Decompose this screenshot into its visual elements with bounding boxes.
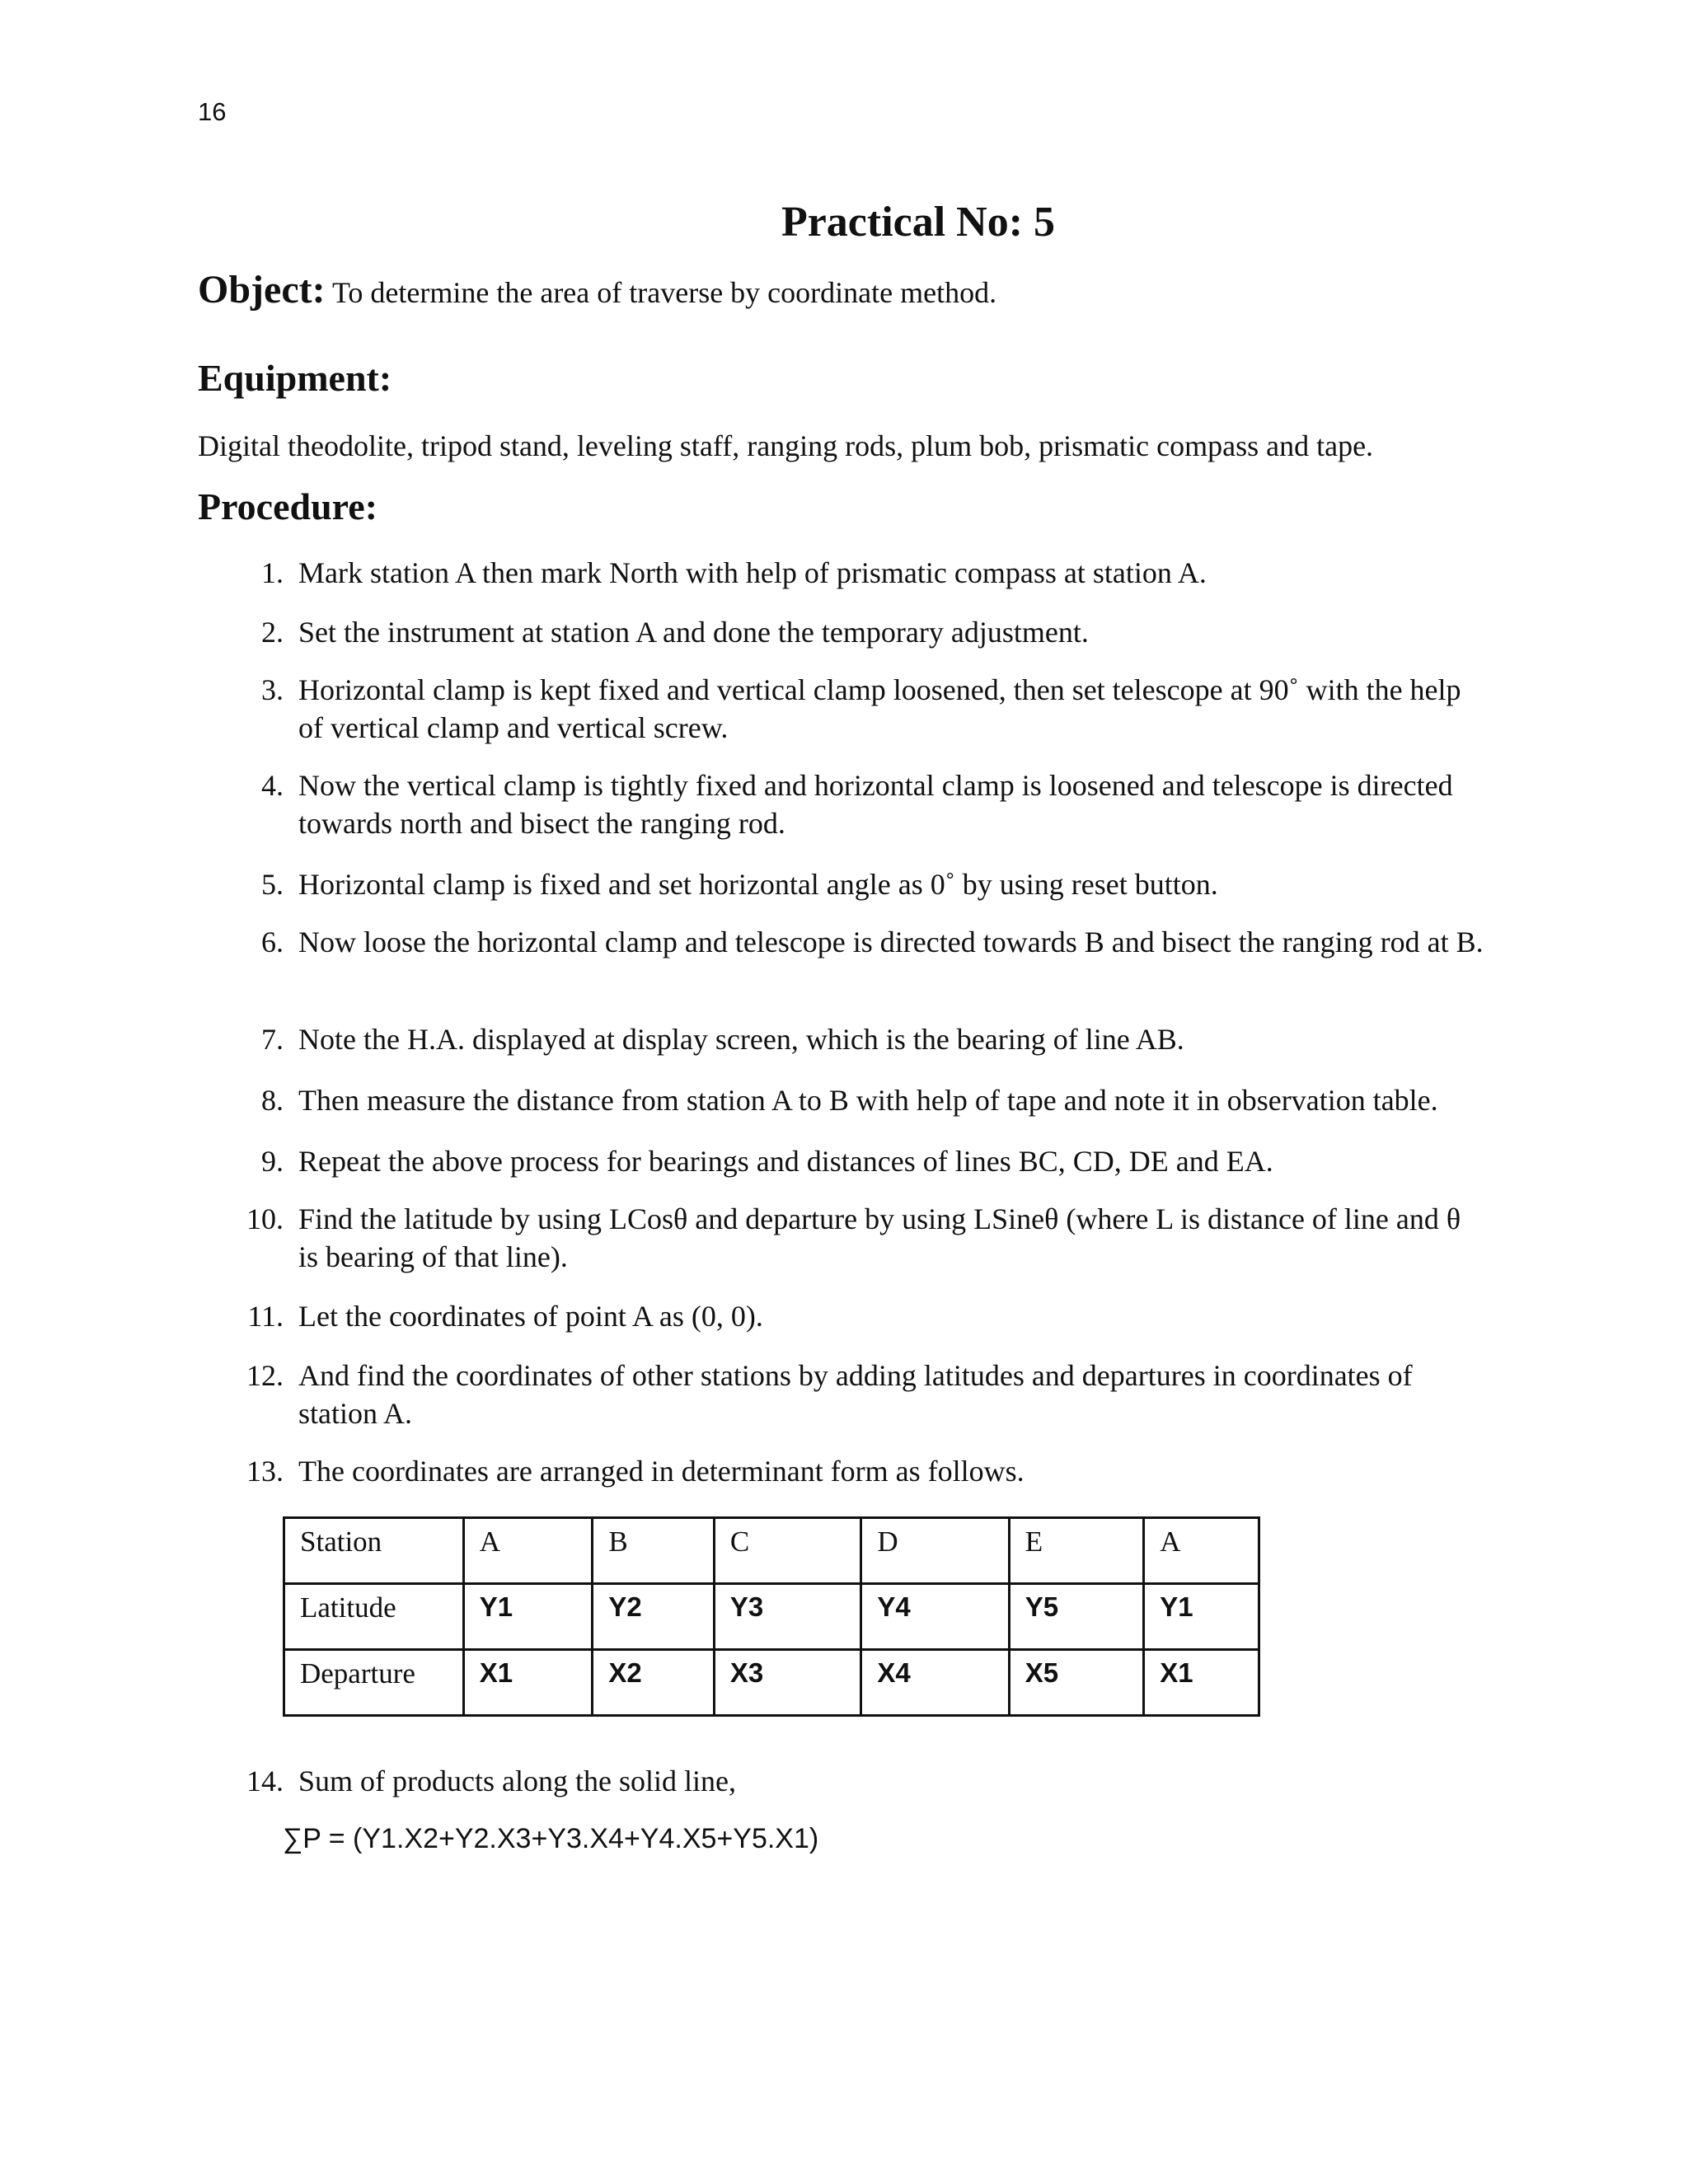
equipment-text: Digital theodolite, tripod stand, leveling staff, ranging rods, plum bob, prismatic compass and tape. bbox=[198, 429, 1374, 462]
table-cell: X3 bbox=[714, 1650, 860, 1716]
step-text: The coordinates are arranged in determinant form as follows. bbox=[298, 1455, 1025, 1488]
table-cell: Y3 bbox=[714, 1584, 860, 1650]
step-text: Let the coordinates of point A as (0, 0). bbox=[298, 1300, 763, 1333]
step-number: 4. bbox=[261, 769, 284, 802]
step-number: 12. bbox=[246, 1359, 284, 1392]
table-cell: X1 bbox=[1144, 1650, 1259, 1716]
step-text: Now loose the horizontal clamp and telescope is directed towards B and bisect the ranging rod at B. bbox=[298, 926, 1484, 958]
step-number: 8. bbox=[261, 1084, 284, 1117]
table-cell: Departure bbox=[284, 1650, 464, 1716]
procedure-step bbox=[231, 613, 1484, 651]
object-label: Object: bbox=[198, 268, 326, 312]
table-cell: D bbox=[861, 1518, 1009, 1584]
step-text: Then measure the distance from station A to B with help of tape and note it in observation table. bbox=[298, 1084, 1438, 1117]
procedure-step bbox=[231, 1762, 1484, 1800]
table-cell: Station bbox=[284, 1518, 464, 1584]
procedure-step bbox=[231, 554, 1484, 592]
step-text: Mark station A then mark North with help of prismatic compass at station A. bbox=[298, 556, 1207, 589]
sum-of-products-formula: ∑P = (Y1.X2+Y2.X3+Y3.X4+Y4.X5+Y5.X1) bbox=[283, 1823, 819, 1854]
table-cell: X1 bbox=[463, 1650, 593, 1716]
table-cell: Y4 bbox=[861, 1584, 1009, 1650]
page-number: 16 bbox=[198, 97, 227, 126]
step-text: Repeat the above process for bearings and distances of lines BC, CD, DE and EA. bbox=[298, 1145, 1273, 1178]
step-number: 5. bbox=[261, 868, 284, 901]
step-number: 1. bbox=[261, 556, 284, 589]
procedure-step bbox=[231, 671, 1484, 747]
table-cell: Y1 bbox=[463, 1584, 593, 1650]
procedure-step bbox=[231, 865, 1484, 903]
determinant-table bbox=[283, 1516, 1260, 1717]
procedure-step bbox=[231, 766, 1484, 842]
step-number: 13. bbox=[246, 1455, 284, 1488]
table-cell: X5 bbox=[1009, 1650, 1144, 1716]
procedure-step bbox=[231, 1081, 1484, 1119]
table-cell: Y1 bbox=[1144, 1584, 1259, 1650]
procedure-heading: Procedure: bbox=[198, 485, 378, 527]
step-number: 10. bbox=[246, 1202, 284, 1235]
table-cell: B bbox=[593, 1518, 715, 1584]
step-number: 11. bbox=[247, 1300, 284, 1333]
table-row-station bbox=[284, 1518, 1259, 1584]
table-cell: X4 bbox=[861, 1650, 1009, 1716]
step-number: 14. bbox=[246, 1765, 284, 1797]
table-cell: Latitude bbox=[284, 1584, 464, 1650]
procedure-step bbox=[231, 1452, 1484, 1490]
step-number: 9. bbox=[261, 1145, 284, 1178]
table-row-departure bbox=[284, 1650, 1259, 1716]
step-number: 3. bbox=[261, 673, 284, 706]
step-text: Find the latitude by using LCosθ and departure by using LSineθ (where L is distance of line and θ is bearing of that line). bbox=[298, 1202, 1461, 1273]
table-cell: X2 bbox=[593, 1650, 715, 1716]
step-number: 6. bbox=[261, 926, 284, 958]
table-cell: E bbox=[1009, 1518, 1144, 1584]
page-title: Practical No: 5 bbox=[781, 199, 1056, 246]
step-text: Now the vertical clamp is tightly fixed and horizontal clamp is loosened and telescope is directed towards north and bisect the ranging rod. bbox=[298, 769, 1453, 840]
step-text: Horizontal clamp is fixed and set horizontal angle as 0˚ by using reset button. bbox=[298, 868, 1218, 901]
object-text: To determine the area of traverse by coordinate method. bbox=[331, 276, 997, 309]
step-text: And find the coordinates of other stations by adding latitudes and departures in coordinates of station A. bbox=[298, 1359, 1413, 1430]
step-text: Horizontal clamp is kept fixed and vertical clamp loosened, then set telescope at 90˚ with the help of vertical clamp and vertical screw. bbox=[298, 673, 1461, 744]
procedure-step bbox=[231, 1142, 1484, 1180]
object-line bbox=[198, 267, 996, 312]
table-cell: Y2 bbox=[593, 1584, 715, 1650]
table-cell: A bbox=[463, 1518, 593, 1584]
step-number: 7. bbox=[261, 1023, 284, 1056]
procedure-step bbox=[231, 1297, 1484, 1335]
step-number: 2. bbox=[261, 616, 284, 649]
table-row-latitude bbox=[284, 1584, 1259, 1650]
table-cell: A bbox=[1144, 1518, 1259, 1584]
step-text: Note the H.A. displayed at display screen, which is the bearing of line AB. bbox=[298, 1023, 1184, 1056]
equipment-heading: Equipment: bbox=[198, 357, 392, 399]
procedure-step bbox=[231, 1200, 1484, 1276]
procedure-step bbox=[231, 1020, 1484, 1058]
table-cell: C bbox=[714, 1518, 860, 1584]
procedure-step bbox=[231, 923, 1484, 961]
procedure-step bbox=[231, 1357, 1484, 1432]
table-cell: Y5 bbox=[1009, 1584, 1144, 1650]
step-text: Sum of products along the solid line, bbox=[298, 1765, 736, 1797]
step-text: Set the instrument at station A and done the temporary adjustment. bbox=[298, 616, 1089, 649]
